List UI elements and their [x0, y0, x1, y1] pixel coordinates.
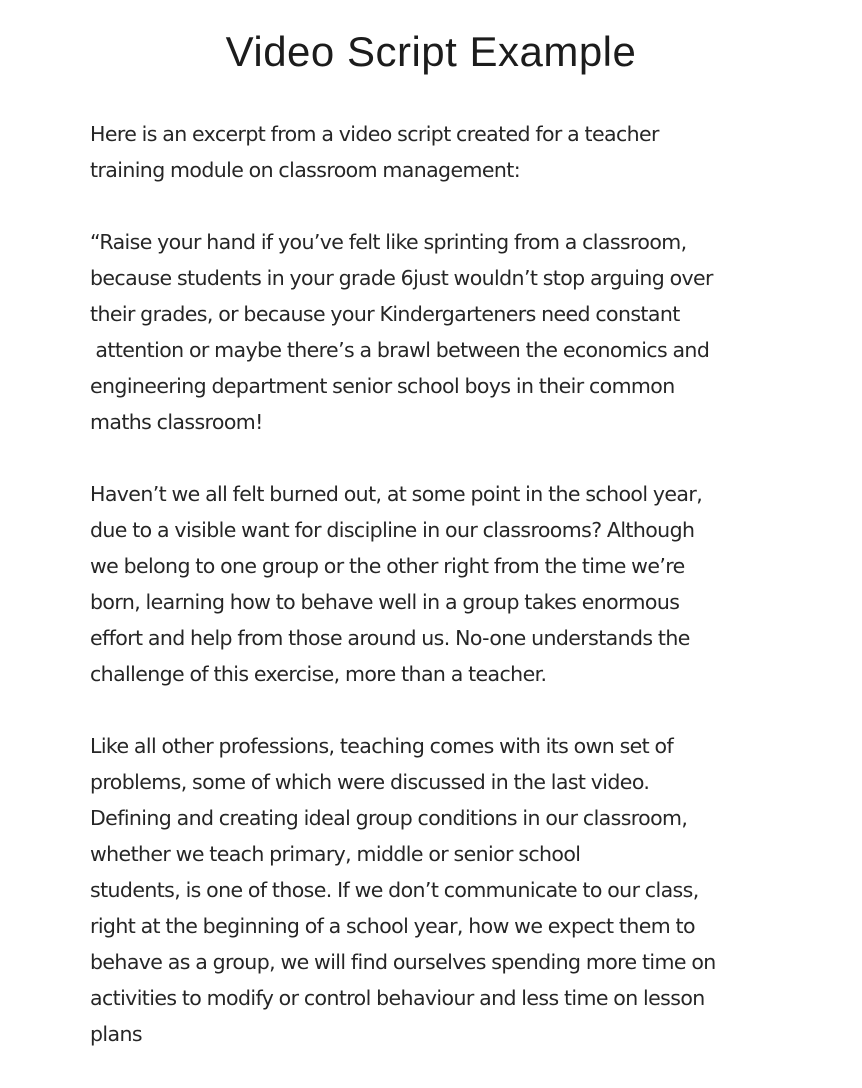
text-line: Like all other professions, teaching comes with its own set of: [90, 734, 674, 758]
script-paragraph-1: [90, 224, 790, 440]
text-line: students, is one of those. If we don’t communicate to our class,: [90, 878, 699, 902]
text-line: their grades, or because your Kindergarteners need constant: [90, 302, 680, 326]
text-line: behave as a group, we will find ourselves spending more time on: [90, 950, 716, 974]
text-line: activities to modify or control behaviour and less time on lesson: [90, 986, 705, 1010]
text-line: engineering department senior school boys in their common: [90, 374, 675, 398]
text-line: we belong to one group or the other right from the time we’re: [90, 554, 685, 578]
text-line: Haven’t we all felt burned out, at some point in the school year,: [90, 482, 703, 506]
script-paragraph-2: [90, 476, 790, 692]
text-line: born, learning how to behave well in a group takes enormous: [90, 590, 680, 614]
text-line: right at the beginning of a school year, how we expect them to: [90, 914, 695, 938]
text-line: challenge of this exercise, more than a teacher.: [90, 662, 547, 686]
script-paragraph-3: [90, 728, 790, 1052]
text-line: Here is an excerpt from a video script created for a teacher: [90, 122, 659, 146]
text-line: Defining and creating ideal group conditions in our classroom,: [90, 806, 688, 830]
text-line: effort and help from those around us. No-one understands the: [90, 626, 690, 650]
text-line: because students in your grade 6just wouldn’t stop arguing over: [90, 266, 713, 290]
text-line: “Raise your hand if you’ve felt like sprinting from a classroom,: [90, 230, 687, 254]
text-line: whether we teach primary, middle or senior school: [90, 842, 581, 866]
text-line: due to a visible want for discipline in our classrooms? Although: [90, 518, 695, 542]
text-line: plans: [90, 1022, 142, 1046]
intro-paragraph: [90, 116, 790, 188]
text-line: training module on classroom management:: [90, 158, 520, 182]
page-title: Video Script Example: [225, 28, 637, 75]
text-line: problems, some of which were discussed in the last video.: [90, 770, 650, 794]
text-line: maths classroom!: [90, 410, 263, 434]
text-line: attention or maybe there’s a brawl between the economics and: [90, 338, 710, 362]
article-body: [90, 116, 790, 1088]
